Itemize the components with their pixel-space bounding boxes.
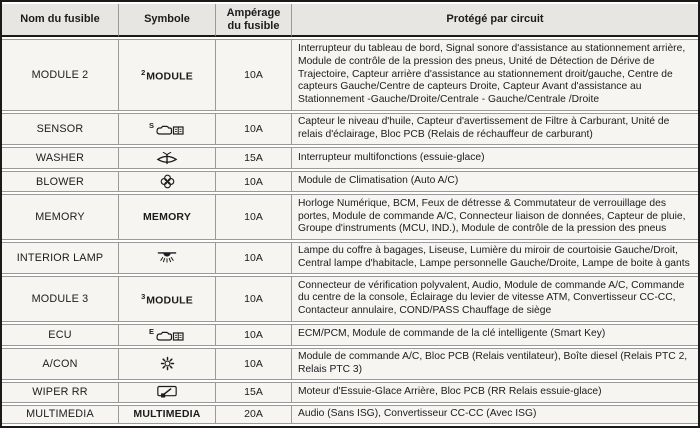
amperage-cell: 10A: [216, 194, 292, 239]
engine-book-icon: [155, 123, 185, 137]
circuit-cell: Module de commande A/C, Bloc PCB (Relais ventilateur), Boîte diesel (Relais PTC 2, Relais PTC 3): [292, 348, 698, 380]
fuse-name-cell: MULTIMEDIA: [2, 405, 119, 424]
symbol-cell: [119, 194, 216, 239]
table-row: [2, 113, 698, 145]
header-amperage: Ampérage du fusible: [216, 4, 292, 37]
circuit-cell: Audio (Sans ISG), Convertisseur CC-CC (Avec ISG): [292, 405, 698, 424]
fuse-name-cell: BLOWER: [2, 171, 119, 193]
table-row: [2, 194, 698, 239]
symbol-text: MULTIMEDIA: [133, 408, 201, 421]
table-row: [2, 324, 698, 346]
blower-fan-icon: [160, 174, 175, 189]
symbol-cell: [119, 147, 216, 169]
table-row: [2, 147, 698, 169]
fuse-name-cell: A/CON: [2, 348, 119, 380]
washer-icon: [156, 151, 178, 166]
table-row: [2, 242, 698, 274]
circuit-cell: Interrupteur du tableau de bord, Signal sonore d'assistance au stationnement arrière, Module de contrôle de la pression des pneus, Unité de Détection de Dérive de Trajectoire, Capteur arrière d'assistance au stationnement droit/gauche, Centre de capteurs Gauche/Centre de capteurs Droite, Capteur Avant d'assistance au Stationnement -Gauche/Droite/Centrale - Gauche/Centrale /Droite: [292, 39, 698, 111]
circuit-cell: Moteur d'Essuie-Glace Arrière, Bloc PCB (RR Relais essuie-glace): [292, 382, 698, 403]
circuit-cell: ECM/PCM, Module de commande de la clé intelligente (Smart Key): [292, 324, 698, 346]
fuse-name-cell: WIPER RR: [2, 382, 119, 403]
fuse-name-cell: INTERIOR LAMP: [2, 242, 119, 274]
symbol-superscript: E: [148, 326, 154, 336]
header-circuit: Protégé par circuit: [292, 4, 698, 37]
symbol-cell: [119, 405, 216, 424]
amperage-cell: 15A: [216, 147, 292, 169]
amperage-cell: 15A: [216, 382, 292, 403]
symbol-cell: [119, 113, 216, 145]
amperage-cell: 10A: [216, 324, 292, 346]
acon-sun-icon: [160, 356, 175, 371]
table-row: [2, 171, 698, 193]
amperage-cell: 10A: [216, 276, 292, 321]
table-row: [2, 348, 698, 380]
circuit-cell: Connecteur de vérification polyvalent, Audio, Module de commande A/C, Commande du centre de la console, Éclairage du levier de vitesse ATM, Convertisseur CC-CC, Contacteur annulaire, COND/PASS Chauffage de siège: [292, 276, 698, 321]
engine-book-icon: [155, 329, 185, 343]
table-row: [2, 39, 698, 111]
symbol-superscript: S: [148, 121, 154, 131]
fuse-name-cell: ECU: [2, 324, 119, 346]
circuit-cell: Horloge Numérique, BCM, Feux de détresse & Commutateur de verrouillage des portes, Module de commande A/C, Connecteur liaison de données, Capteur de pluie, Groupe d'instruments (MCU, IND.), Module de contrôle de la pression des pneus: [292, 194, 698, 239]
symbol-cell: [119, 39, 216, 111]
circuit-cell: Interrupteur multifonctions (essuie-glace): [292, 147, 698, 169]
amperage-cell: 10A: [216, 242, 292, 274]
symbol-superscript: 2: [141, 67, 146, 77]
amperage-cell: 10A: [216, 39, 292, 111]
fuse-name-cell: MODULE 2: [2, 39, 119, 111]
fuse-name-cell: MODULE 3: [2, 276, 119, 321]
table-row: [2, 405, 698, 424]
fuse-name-cell: WASHER: [2, 147, 119, 169]
table-row: [2, 276, 698, 321]
header-symbol: Symbole: [119, 4, 216, 37]
interior-lamp-icon: [156, 251, 178, 264]
rear-wiper-icon: [156, 385, 178, 399]
symbol-cell: [119, 324, 216, 346]
fuse-table-body: [2, 39, 698, 424]
fuse-table: [2, 2, 698, 426]
circuit-cell: Lampe du coffre à bagages, Liseuse, Lumière du miroir de courtoisie Gauche/Droit, Central lampe d'habitacle, Lampe personnelle Gauche/Droite, Lampe de boite à gants: [292, 242, 698, 274]
symbol-cell: [119, 348, 216, 380]
symbol-text: MODULE: [146, 294, 193, 307]
symbol-cell: [119, 276, 216, 321]
symbol-cell: [119, 382, 216, 403]
fuse-name-cell: MEMORY: [2, 194, 119, 239]
symbol-cell: [119, 171, 216, 193]
header-fuse-name: Nom du fusible: [2, 4, 119, 37]
symbol-text: MODULE: [146, 70, 193, 83]
fuse-name-cell: SENSOR: [2, 113, 119, 145]
symbol-cell: [119, 242, 216, 274]
amperage-cell: 10A: [216, 171, 292, 193]
amperage-cell: 10A: [216, 348, 292, 380]
fuse-table-header: [2, 4, 698, 37]
circuit-cell: Capteur le niveau d'huile, Capteur d'avertissement de Filtre à Carburant, Unité de relais d'éclairage, Bloc PCB (Relais de réchauffeur de carburant): [292, 113, 698, 145]
amperage-cell: 10A: [216, 113, 292, 145]
symbol-text: MEMORY: [142, 211, 192, 224]
symbol-superscript: 3: [141, 291, 146, 301]
table-row: [2, 382, 698, 403]
circuit-cell: Module de Climatisation (Auto A/C): [292, 171, 698, 193]
amperage-cell: 20A: [216, 405, 292, 424]
